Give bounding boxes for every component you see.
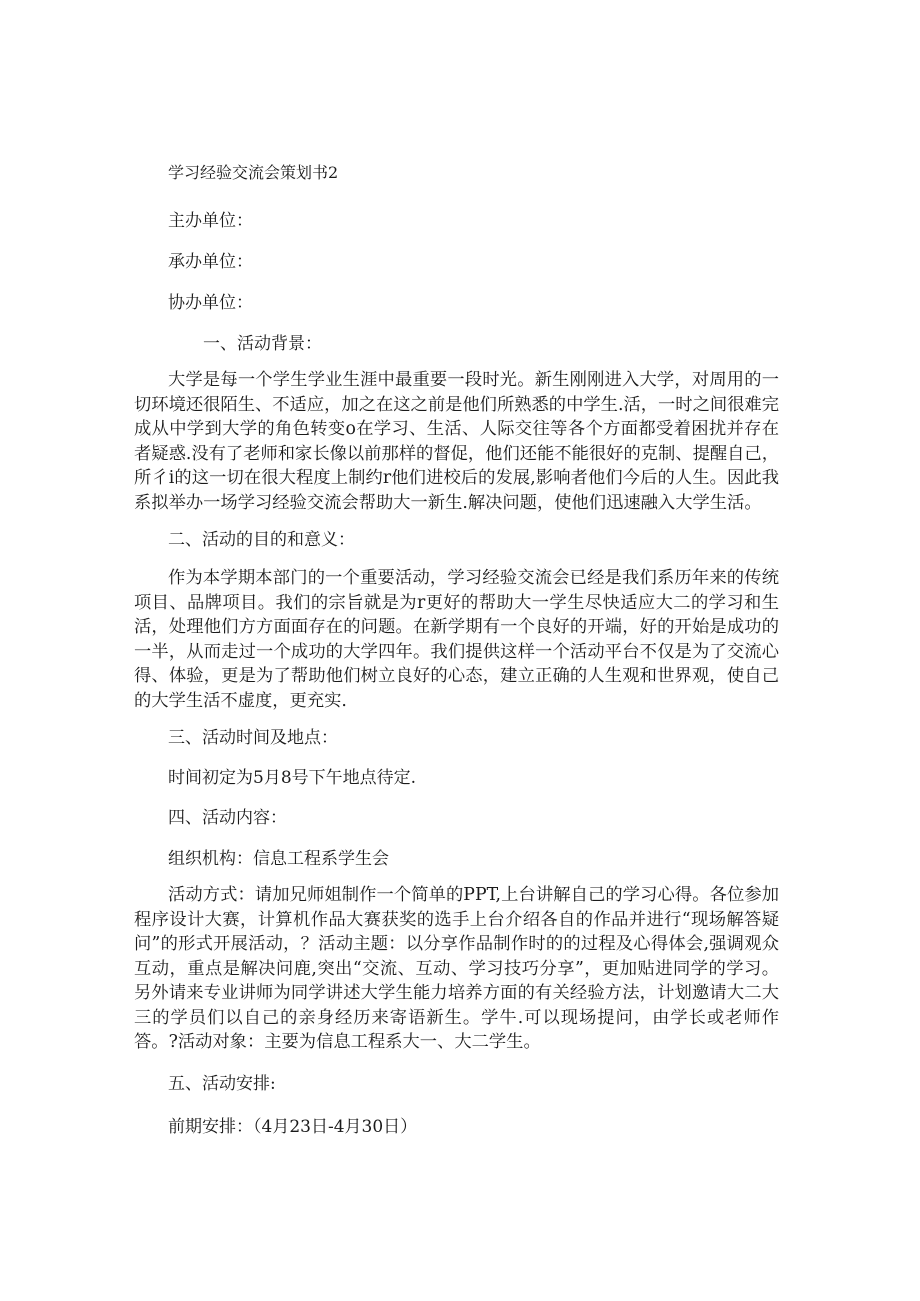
document-title: 学习经验交流会策划书2 <box>168 163 339 182</box>
organization-line: 组织机构：信息工程系学生会 <box>168 849 389 869</box>
section2-body: 作为本学期本部门的一个重要活动，学习经验交流会已经是我们系历年来的传统项目、品牌项目。我们的宗旨就是为r更好的帮助大一学生尽快适应大二的学习和生活，处理他们方方面面存在的问题。在新学期有一个良好的开端，好的开始是成功的一半，从而走过一个成功的大学四年。我们提供这样一个活动平台不仅是为了交流心得、体验，更是为了帮助他们树立良好的心态，建立正确的人生观和世界观，使自己的大学生活不虚度，更充实. <box>134 568 779 711</box>
activity-method-body: 活动方式：请加兄师姐制作一个简单的PPT,上台讲解自己的学习心得。各位参加程序设计大赛，计算机作品大赛获奖的选手上台介绍各自的作品并进行“现场解答疑问”的形式开展活动，？活动主题：以分享作品制作时的的过程及心得体会,强调观众互动，重点是解决问鹿,突出“交流、互动、学习技巧分享”，更加贴进同学的学习。另外请来专业讲师为同学讲述大学生能力培养方面的有关经验方法，计划邀请大二大三的学员们以自己的亲身经历来寄语新生。学牛.可以现场提问，由学长或老师作答。?活动对象：主要为信息工程系大一、大二学生。 <box>134 885 779 1052</box>
section1-heading: 一、活动背景： <box>203 334 322 354</box>
section4-heading: 四、活动内容： <box>168 808 287 828</box>
section3-heading: 三、活动时间及地点： <box>168 728 338 748</box>
section1-body: 大学是每一个学生学业生涯中最重要一段时光。新生刚刚进入大学，对周用的一切环境还很陌生、不适应，加之在这之前是他们所熟悉的中学生.活，一时之间很难完成从中学到大学的角色转变o在学习、生活、人际交往等各个方面都受着困扰并存在者疑惑.没有了老师和家长像以前那样的督促，他们还能不能很好的克制、提醒自己，所彳i的这一切在很大程度上制约r他们进校后的发展,影响者他们今后的人生。因此我系拟举办一场学习经验交流会帮助大一新生.解决问题，使他们迅速融入大学生活。 <box>134 370 779 513</box>
organizer-label: 承办单位： <box>168 252 253 272</box>
schedule-line: 前期安排：（4月23日-4月30日） <box>168 1117 418 1137</box>
section3-body: 时间初定为5月8号下午地点待定. <box>168 768 417 788</box>
section2-heading: 二、活动的目的和意义： <box>168 530 355 550</box>
co-organizer-label: 协办单位： <box>168 293 253 313</box>
section5-heading: 五、活动安排: <box>168 1074 276 1094</box>
host-label: 主办单位： <box>168 211 253 231</box>
